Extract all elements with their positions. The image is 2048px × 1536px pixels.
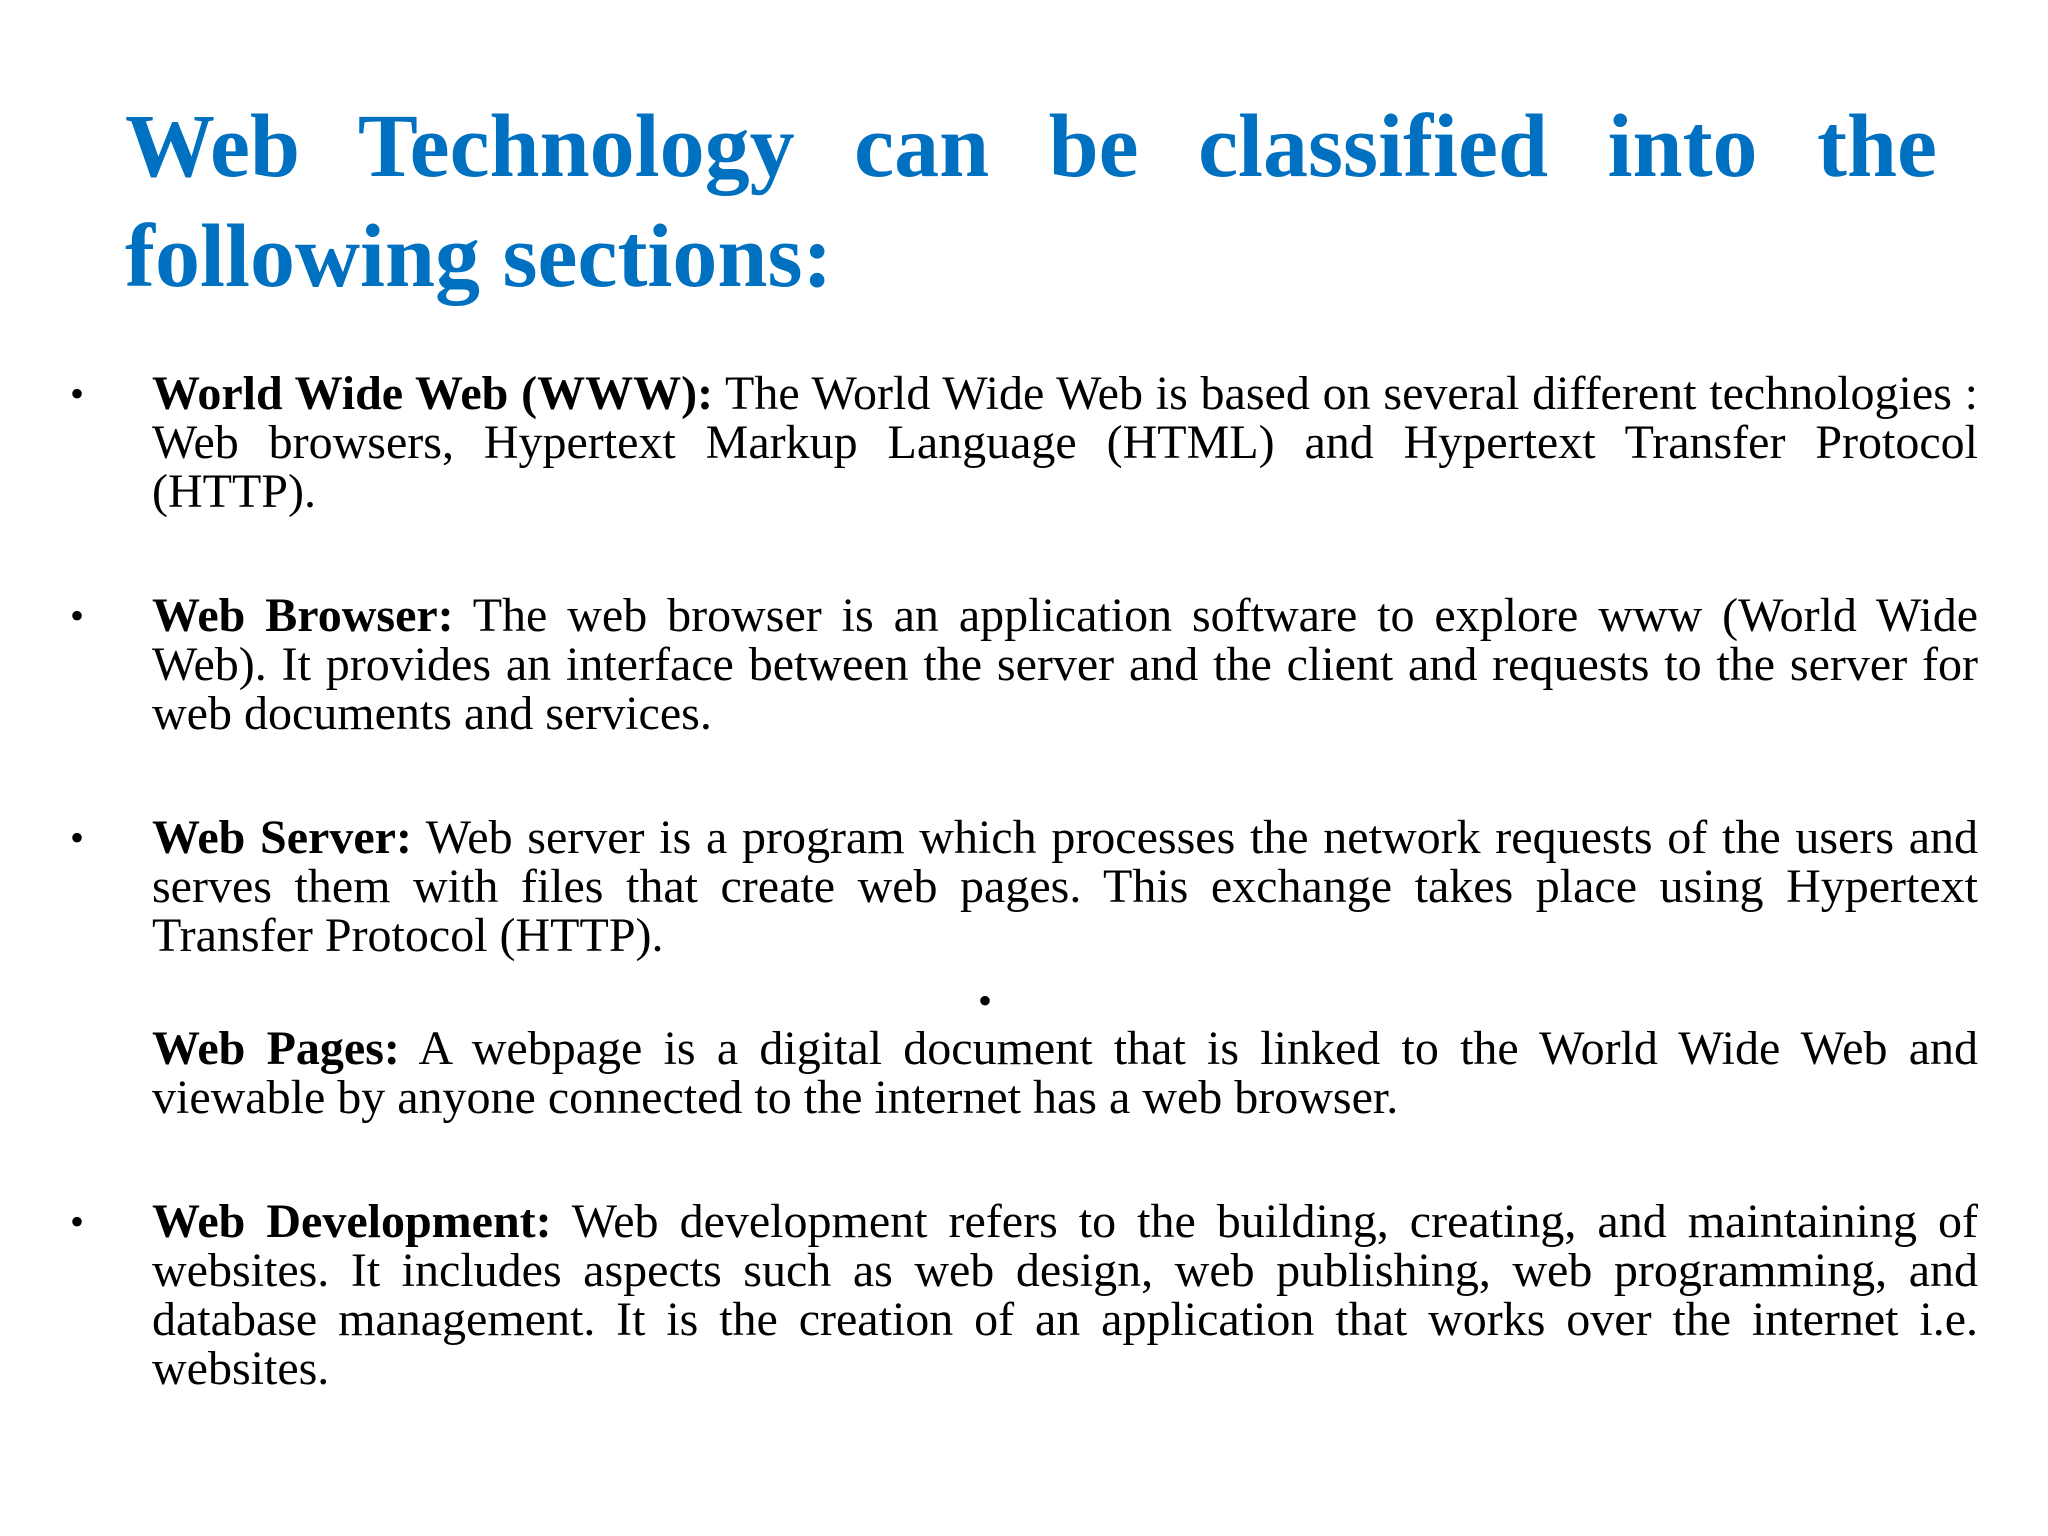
item-description: Web server is a program which processes the network requests of the users and serves them with files that create web pages. This exchange takes place using Hypertext Transfer Protocol (HTTP). (152, 811, 1979, 962)
bullet-item-web-server (70, 811, 1979, 962)
item-description: The World Wide Web is based on several different technologies : Web browsers, Hypertext Markup Language (HTML) and Hypertext Transfer Protocol (HTTP). (152, 367, 1978, 518)
bullet-item-web-browser (70, 589, 1979, 740)
bullet-item-www (70, 367, 1978, 518)
item-description: Web development refers to the building, creating, and maintaining of websites. It includes aspects such as web design, web publishing, web programming, and database management. It is the creation of an application that works over the internet i.e. websites. (152, 1195, 1979, 1395)
item-term: Web Development: (152, 1195, 552, 1248)
bullet-item-web-development (70, 1195, 1979, 1395)
item-term: Web Pages: (152, 1022, 400, 1075)
item-term: Web Browser: (152, 589, 454, 642)
item-term: World Wide Web (WWW): (152, 367, 714, 420)
bullet-icon: • (70, 1199, 85, 1244)
item-description: A webpage is a digital document that is linked to the World Wide Web and viewable by anyone connected to the internet has a web browser. (152, 1022, 1978, 1124)
bullet-icon: • (70, 593, 85, 638)
slide-title: Web Technology can be classified into the following sections: (125, 97, 1937, 306)
item-description: The web browser is an application software to explore www (World Wide Web). It provides an interface between the server and the client and requests to the server for web documents and services. (152, 589, 1979, 740)
bullet-icon: • (978, 978, 993, 1023)
bullet-icon: • (70, 371, 85, 416)
item-term: Web Server: (152, 811, 412, 864)
bullet-icon: • (70, 815, 85, 860)
bullet-item-web-pages (152, 978, 1978, 1124)
